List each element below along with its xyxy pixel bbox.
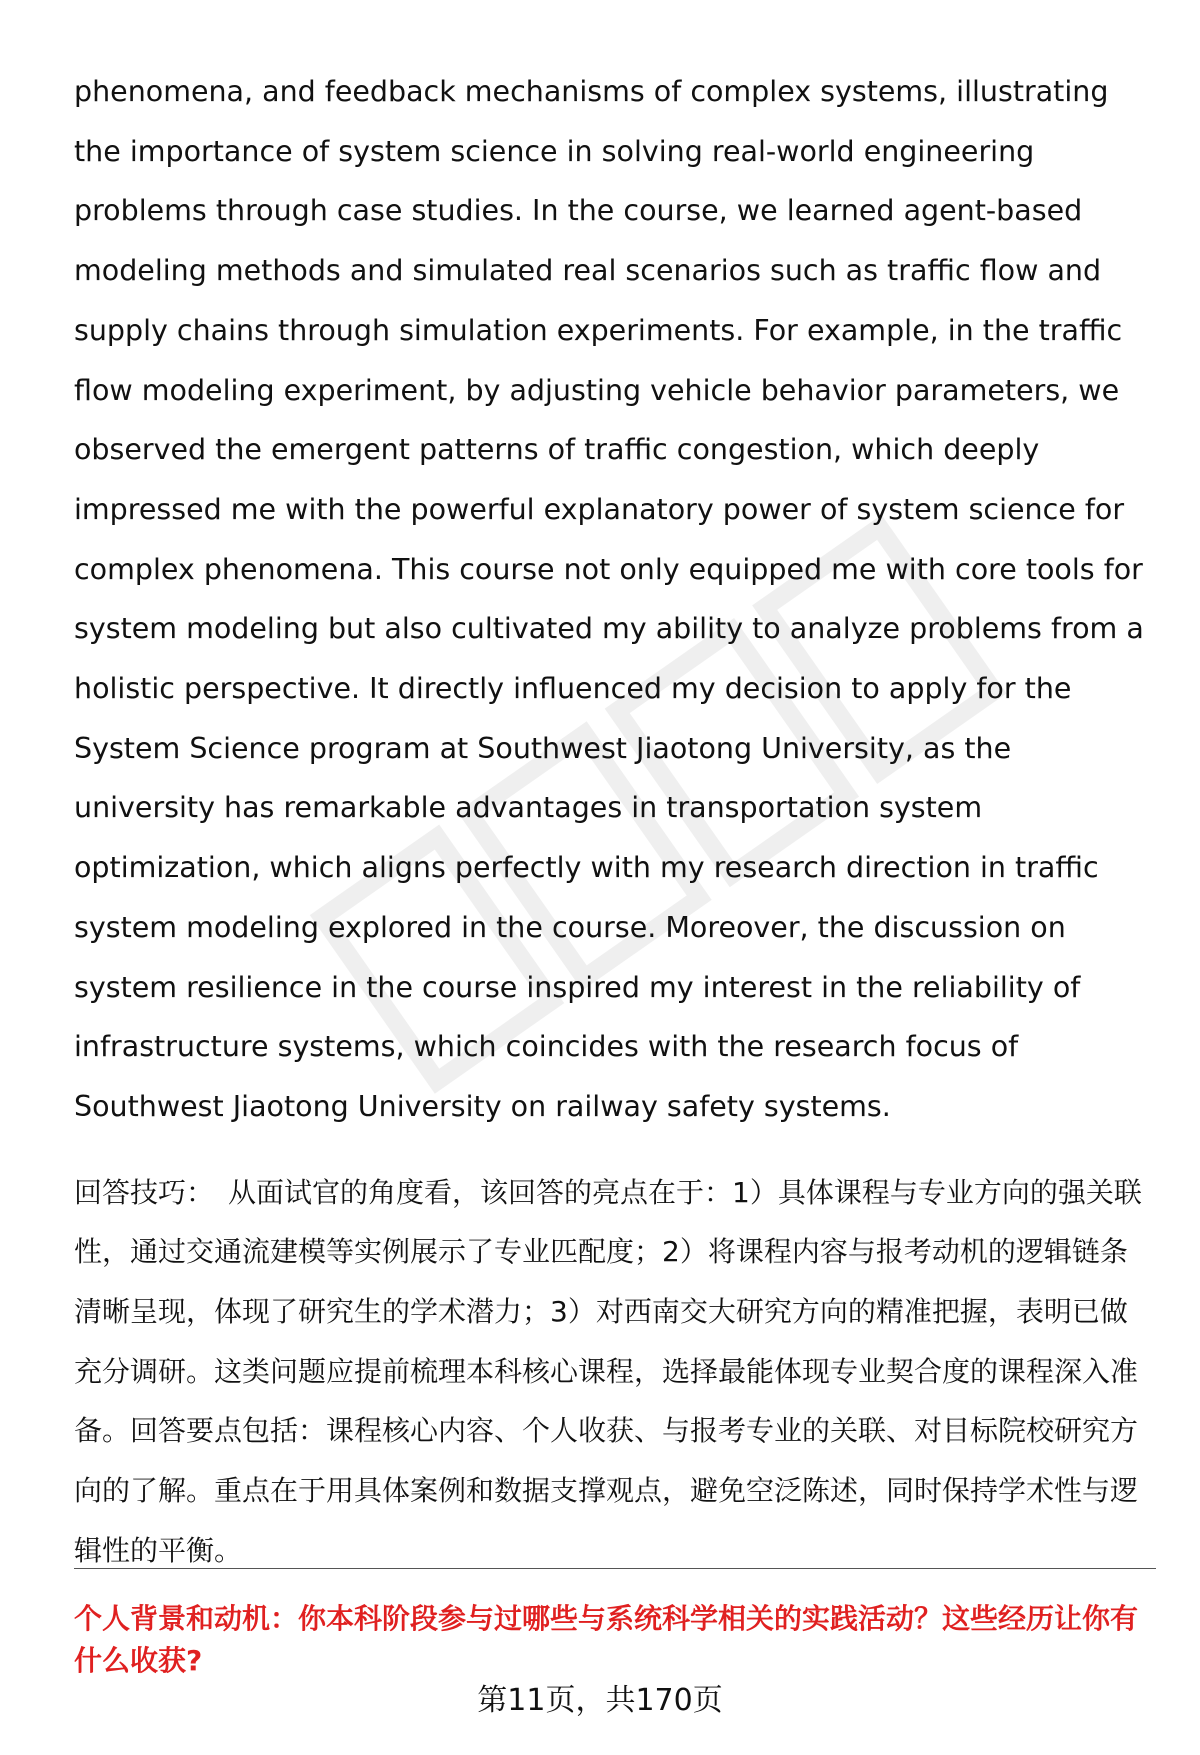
tips-label: 回答技巧：: [74, 1175, 215, 1209]
page-number: 第11页，共170页: [477, 1683, 723, 1718]
tips-text: 从面试官的角度看，该回答的亮点在于：1）具体课程与专业方向的强关联性，通过交通流建模等实例展示了专业匹配度；2）将课程内容与报考动机的逻辑链条清晰呈现，体现了研究生的学术潜力；3）对西南交大研究方向的精准把握，表明已做充分调研。这类问题应提前梳理本科核心课程，选择最能体现专业契合度的课程深入准备。回答要点包括：课程核心内容、个人收获、与报考专业的关联、对目标院校研究方向的了解。重点在于用具体案例和数据支撑观点，避免空泛陈述，同时保持学术性与逻辑性的平衡。: [74, 1175, 1142, 1567]
answer-tips: [74, 1163, 1154, 1581]
next-question-heading: 个人背景和动机：你本科阶段参与过哪些与系统科学相关的实践活动？这些经历让你有什么收获?: [74, 1602, 1139, 1677]
main-content: [74, 62, 1154, 1581]
section-divider: [74, 1568, 1156, 1569]
answer-paragraph: phenomena, and feedback mechanisms of complex systems, illustrating the importance of system science in solving real-world engineering problems through case studies. In the course, we learned agent-based modeling methods and simulated real scenarios such as traffic flow and supply chains through simulation experiments. For example, in the traffic flow modeling experiment, by adjusting vehicle behavior parameters, we observed the emergent patterns of traffic congestion, which deeply impressed me with the powerful explanatory power of system science for complex phenomena. This course not only equipped me with core tools for system modeling but also cultivated my ability to analyze problems from a holistic perspective. It directly influenced my decision to apply for the System Science program at Southwest Jiaotong University, as the university has remarkable advantages in transportation system optimization, which aligns perfectly with my research direction in traffic system modeling explored in the course. Moreover, the discussion on system resilience in the course inspired my interest in the reliability of infrastructure systems, which coincides with the research focus of Southwest Jiaotong University on railway safety systems.: [74, 75, 1144, 1123]
